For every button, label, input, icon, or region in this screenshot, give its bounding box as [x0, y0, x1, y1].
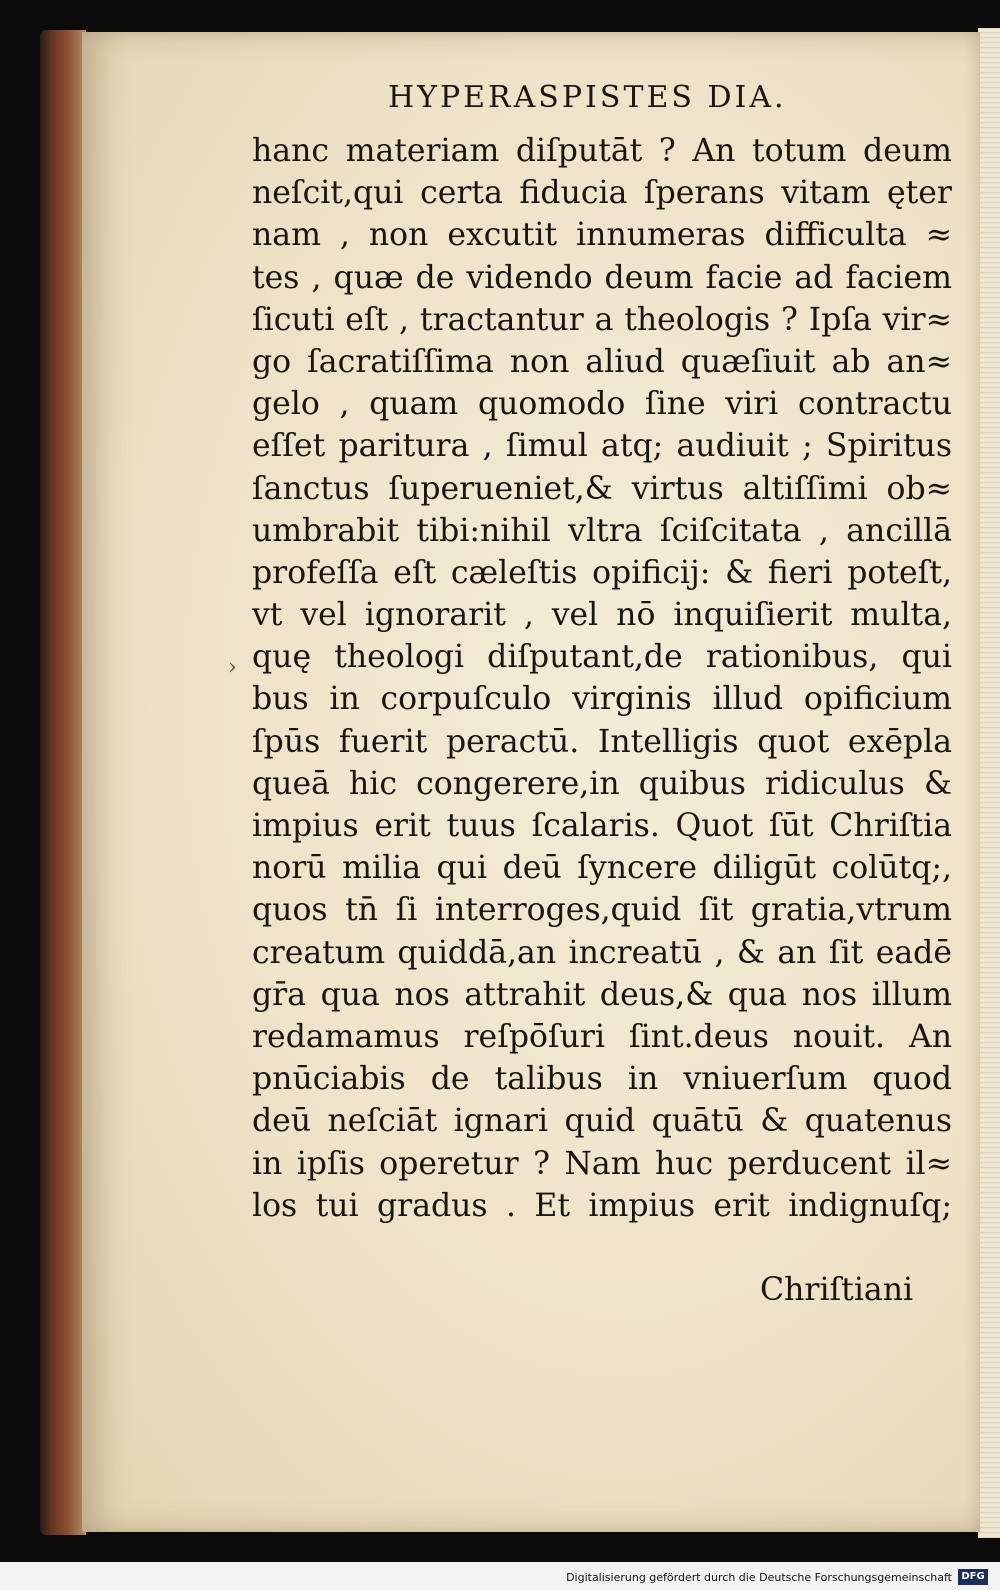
text-line: vt vel ignorarit , vel nō inquiſierit multa,: [252, 597, 952, 634]
text-line: ſicuti eſt , tractantur a theologis ? Ipſa vir≈: [252, 301, 952, 338]
footer-bar: [0, 1562, 1000, 1590]
text-line: los tui gradus . Et impius erit indignuſq;: [252, 1187, 952, 1224]
text-block: [252, 130, 952, 1227]
text-line: hanc materiam diſputāt ? An totum deum: [252, 133, 952, 169]
text-line: eſſet paritura , ſimul atq; audiuit ; Spiritus: [252, 428, 952, 465]
text-line: norū milia qui deū ſyncere diligūt colūtq;,: [252, 850, 952, 887]
text-line: impius erit tuus ſcalaris. Quot ſūt Chriſtia: [252, 808, 952, 844]
text-line: tes , quæ de videndo deum facie ad faciem: [252, 259, 952, 296]
text-line: profeſſa eſt cæleſtis opificij: & fieri poteſt,: [252, 554, 952, 591]
text-line: nam , non excutit innumeras difficulta ≈: [252, 217, 952, 254]
text-line: ſanctus ſuperueniet,& virtus altiſſimi ob≈: [252, 470, 952, 507]
text-line: bus in corpuſculo virginis illud opificium: [252, 681, 952, 718]
text-line: pnūciabis de talibus in vniuerſum quod: [252, 1061, 952, 1098]
text-line: gelo , quam quomodo ſine viri contractu: [252, 386, 952, 423]
text-line: neſcit,qui certa fiducia ſperans vitam ęter: [252, 175, 952, 212]
text-line: gr̄a qua nos attrahit deus,& qua nos illum: [252, 976, 952, 1013]
text-line: queā hic congerere,in quibus ridiculus &: [252, 765, 952, 802]
text-line: quos tn̄ ſi interroges,quid ſit gratia,vtrum: [252, 892, 952, 929]
text-line: in ipſis operetur ? Nam huc perducent il≈: [252, 1145, 952, 1182]
text-line: go ſacratiſſima non aliud quæſiuit ab an≈: [252, 343, 952, 380]
catchword: Chriſtiani: [760, 1272, 914, 1308]
text-line: deū neſciāt ignari quid quātū & quatenus: [252, 1103, 952, 1140]
text-line: umbrabit tibi:nihil vltra ſciſcitata , ancillā: [252, 512, 952, 549]
text-line: ſpūs fuerit peractū. Intelligis quot exēpla: [252, 723, 952, 760]
text-line: creatum quiddā,an increatū , & an ſit eadē: [252, 934, 952, 971]
text-line: quę theologi diſputant,de rationibus, qui: [252, 639, 952, 676]
dfg-logo: DFG: [958, 1569, 988, 1585]
text-line: redamamus reſpōſuri ſint.deus nouit. An: [252, 1018, 952, 1055]
funding-credit: Digitalisierung gefördert durch die Deutsche Forschungsgemeinschaft: [566, 1571, 952, 1584]
page-edges: [978, 28, 1000, 1538]
margin-mark: ›: [228, 655, 237, 680]
running-head: HYPERASPISTES DIA.: [388, 80, 787, 115]
book-binding-edge: [40, 30, 86, 1535]
